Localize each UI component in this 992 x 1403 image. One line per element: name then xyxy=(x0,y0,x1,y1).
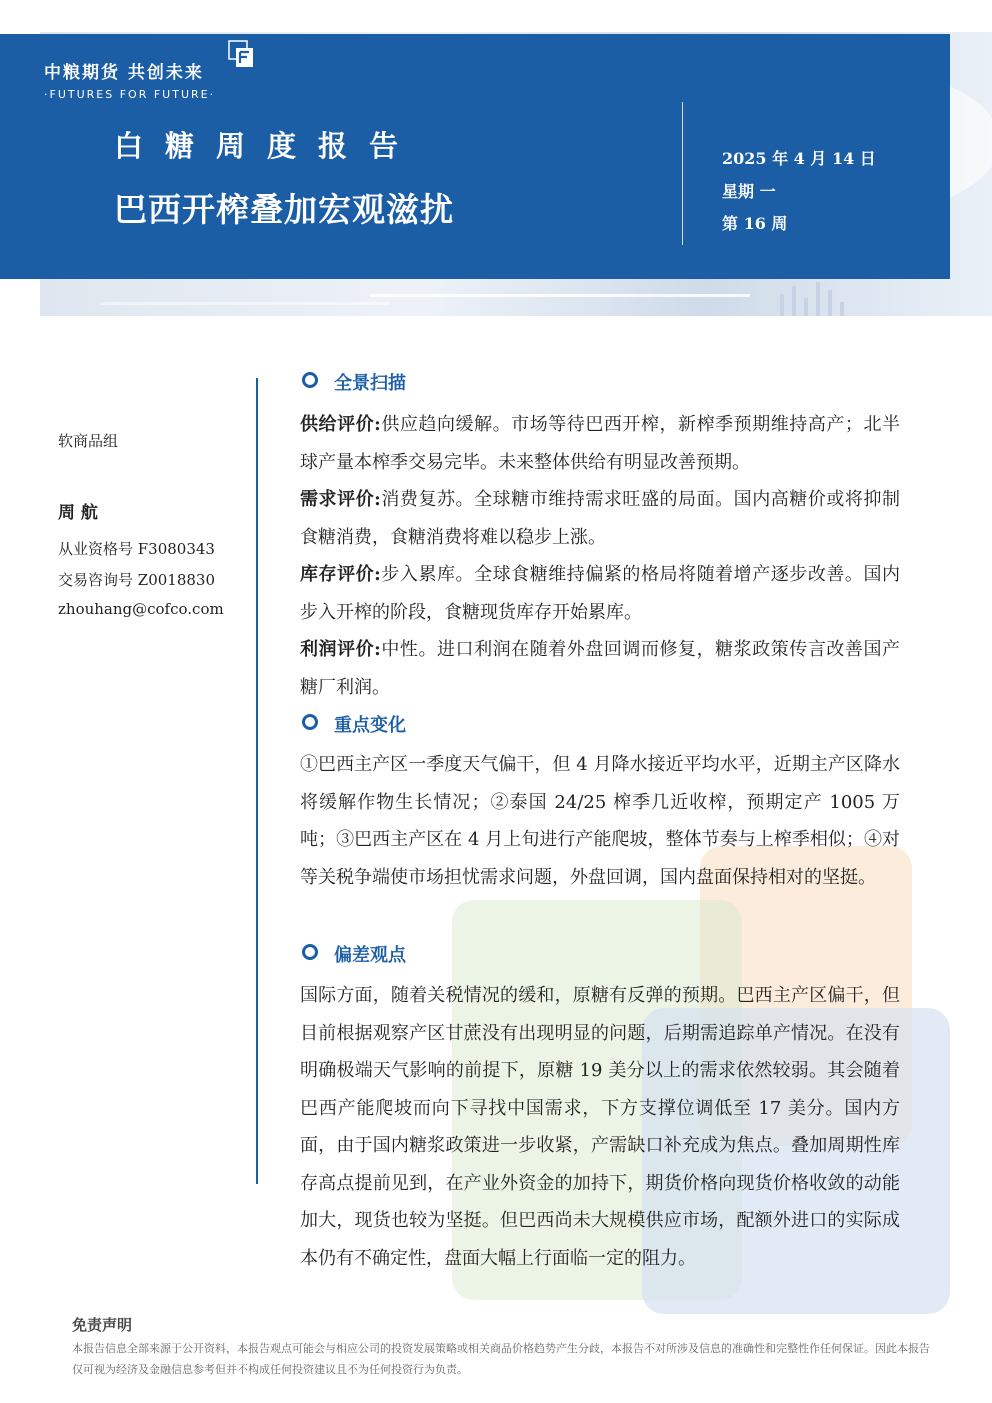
eval-text: 供应趋向缓解。市场等待巴西开榨，新榨季预期维持高产；北半球产量本榨季交易完毕。未来整体供给有明显改善预期。 xyxy=(300,414,900,473)
logo-text-cn: 中粮期货 共创未来 xyxy=(44,63,204,83)
chart-bar-decoration xyxy=(780,294,784,316)
report-type-title: 白糖周度报告 xyxy=(114,129,421,163)
section-title: 偏差观点 xyxy=(334,945,406,966)
eval-text: 中性。进口利润在随着外盘回调而修复，糖浆政策传言改善国产糖厂利润。 xyxy=(300,639,900,698)
eval-label: 供给评价: xyxy=(300,414,381,435)
report-week: 第 16 周 xyxy=(722,214,788,233)
chart-bar-decoration xyxy=(792,286,796,316)
logo-text-en: ·FUTURES FOR FUTURE· xyxy=(44,88,216,101)
report-weekday: 星期 一 xyxy=(722,182,776,201)
section-title: 重点变化 xyxy=(334,715,406,736)
analyst-group: 软商品组 xyxy=(58,432,119,450)
analyst-email[interactable]: zhouhang@cofco.com xyxy=(58,600,224,618)
chart-bar-decoration xyxy=(840,302,844,316)
light-streak xyxy=(100,302,390,305)
eval-text: 消费复苏。全球糖市维持需求旺盛的局面。国内高糖价或将抑制食糖消费，食糖消费将难以稳步上涨。 xyxy=(300,489,900,548)
report-headline: 巴西开榨叠加宏观滋扰 xyxy=(114,190,454,229)
analyst-name: 周 航 xyxy=(58,503,98,523)
report-date: 2025 年 4 月 14 日 xyxy=(722,149,876,168)
header-divider xyxy=(682,102,683,245)
disclaimer-text: 本报告信息全部来源于公开资料，本报告观点可能会与相应公司的投资发展策略或相关商品价格趋势产生分歧，本报告不对所涉及信息的准确性和完整性作任何保证。因此本报告仅可视为经济及金融信息参考但并不构成任何投资建议且不为任何投资行为负责。 xyxy=(72,1342,930,1376)
eval-label: 库存评价: xyxy=(300,564,381,585)
eval-text: 步入累库。全球食糖维持偏紧的格局将随着增产逐步改善。国内步入开榨的阶段，食糖现货库存开始累库。 xyxy=(300,564,900,623)
eval-label: 利润评价: xyxy=(300,639,381,660)
inventory-evaluation xyxy=(300,556,900,631)
profit-evaluation xyxy=(300,631,900,706)
bullet-circle-icon xyxy=(302,944,318,960)
chart-bar-decoration xyxy=(804,298,808,316)
logo-mark-icon xyxy=(228,40,254,68)
company-logo xyxy=(44,58,215,101)
light-streak xyxy=(370,294,750,297)
chart-bar-decoration xyxy=(828,290,832,316)
chart-bar-decoration xyxy=(816,282,820,316)
demand-evaluation xyxy=(300,481,900,556)
consulting-number: 交易咨询号 Z0018830 xyxy=(58,571,215,589)
eval-label: 需求评价: xyxy=(300,489,381,510)
sidebar-divider xyxy=(256,378,258,1184)
qualification-number: 从业资格号 F3080343 xyxy=(58,540,215,558)
deviation-body: 国际方面，随着关税情况的缓和，原糖有反弹的预期。巴西主产区偏干，但目前根据观察产区甘蔗没有出现明显的问题，后期需追踪单产情况。在没有明确极端天气影响的前提下，原糖 19 美分以上的需求依然较弱。其会随着巴西产能爬坡而向下寻找中国需求，下方支撑位调低至 17 美分。国内方面，由于国内糖浆政策进一步收紧，产需缺口补充成为焦点。叠加周期性库存高点提前见到，在产业外资金的加持下，期货价格向现货价格收敛的动能加大，现货也较为坚挺。但巴西尚未大规模供应市场，配额外进口的实际成本仍有不确定性，盘面大幅上行面临一定的阻力。 xyxy=(300,985,900,1269)
key-changes-body: ①巴西主产区一季度天气偏干，但 4 月降水接近平均水平，近期主产区降水将缓解作物生长情况；②泰国 24/25 榨季几近收榨，预期定产 1005 万吨；③巴西主产区在 4 月上旬进行产能爬坡，整体节奏与上榨季相似；④对等关税争端使市场担忧需求问题，外盘回调，国内盘面保持相对的坚挺。 xyxy=(300,754,900,888)
panorama-body xyxy=(300,406,900,706)
section-title: 全景扫描 xyxy=(334,373,406,394)
supply-evaluation xyxy=(300,406,900,481)
bullet-circle-icon xyxy=(302,714,318,730)
bullet-circle-icon xyxy=(302,372,318,388)
disclaimer-title: 免责声明 xyxy=(72,1316,133,1334)
